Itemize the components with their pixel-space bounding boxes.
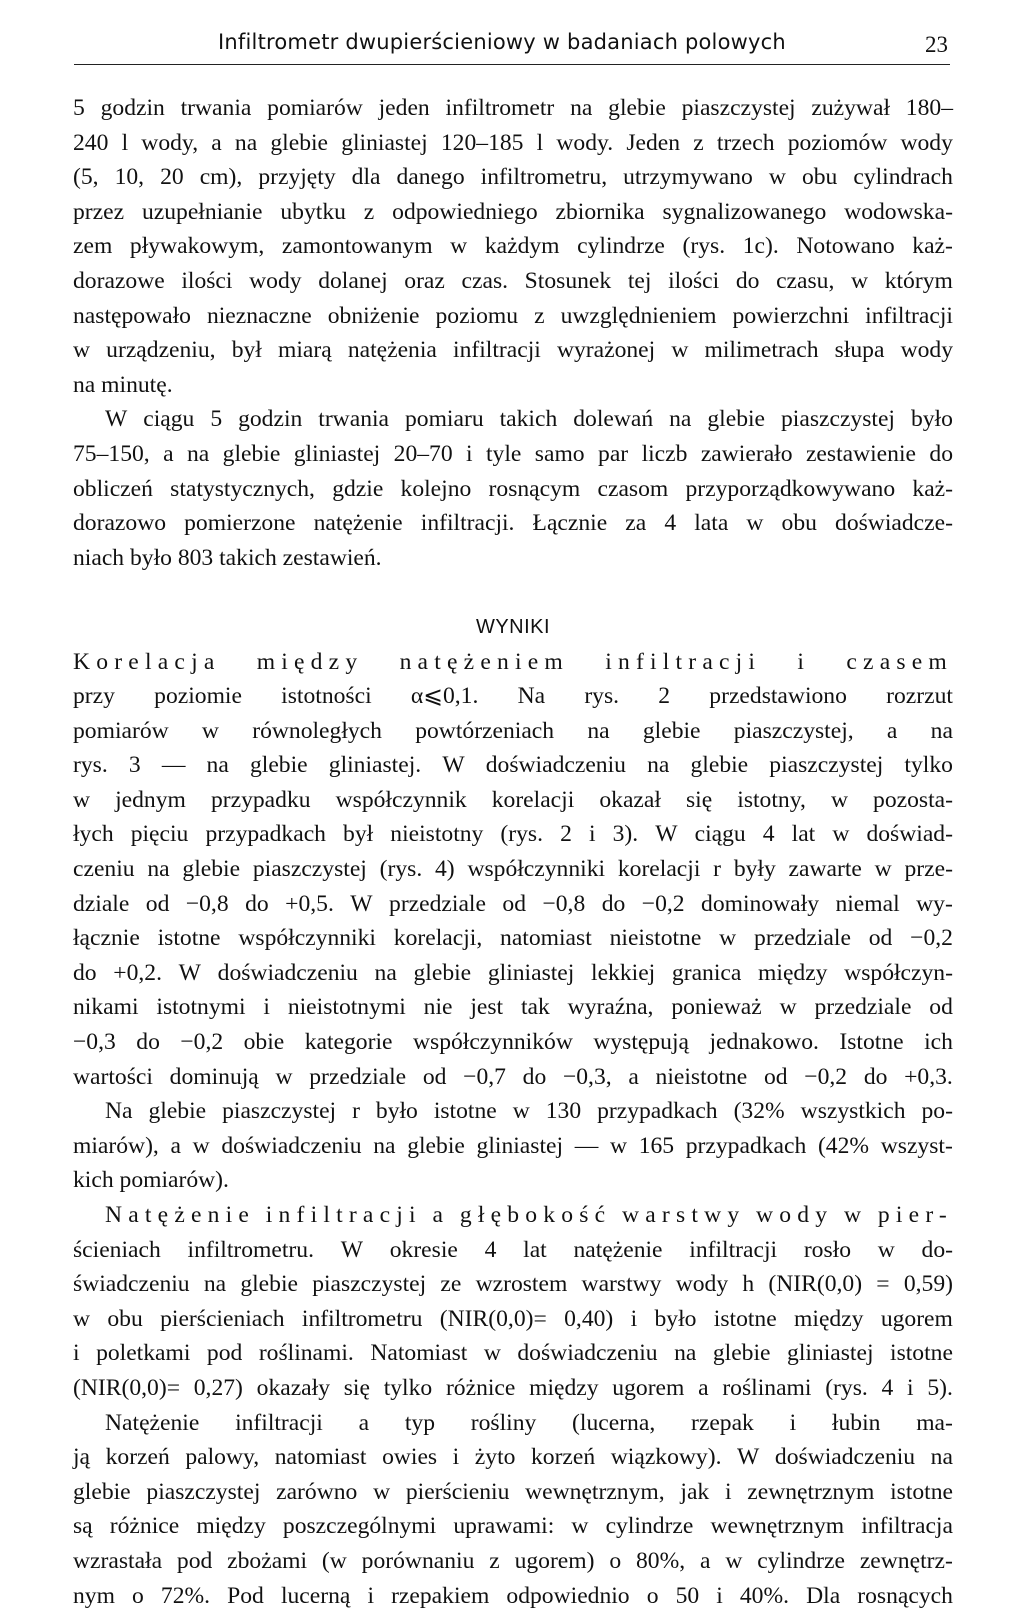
text-line: w obu pierścieniach infiltrometru (NIR(0,0)= 0,40) i było istotne między ugorem [73,1305,953,1332]
section-heading: WYNIKI [475,615,551,638]
text-line: czeniu na glebie piaszczystej (rys. 4) współczynniki korelacji r były zawarte w prze- [73,856,953,883]
text-line: Natężenie infiltracji a typ rośliny (lucerna, rzepak i łubin ma- [105,1409,953,1436]
text-line: kich pomiarów). [73,1167,229,1194]
text-line: ją korzeń palowy, natomiast owies i żyto korzeń wiązkowy). W doświadczeniu na [73,1444,953,1471]
blank-line [73,575,953,610]
text-line: wartości dominują w przedziale od −0,7 do −0,3, a nieistotne od −0,2 do +0,3. [73,1063,953,1090]
text-line: przy poziomie istotności α⩽0,1. Na rys. 2 przedstawiono rozrzut [73,683,953,710]
text-line: i poletkami pod roślinami. Natomiast w doświadczeniu na glebie gliniastej istotne [73,1340,953,1367]
text-line: dorazowo pomierzone natężenie infiltracji. Łącznie za 4 lata w obu doświadcze- [73,510,953,537]
text-line: na minutę. [73,371,173,398]
text-line: do +0,2. W doświadczeniu na glebie gliniastej lekkiej granica między współczyn- [73,959,953,986]
page-header [74,30,950,60]
body-text [73,91,953,1613]
text-line: następowało nieznaczne obniżenie poziomu z uwzględnieniem powierzchni infiltracji [73,302,953,329]
text-line: miarów), a w doświadczeniu na glebie gliniastej — w 165 przypadkach (42% wszyst- [73,1132,953,1159]
text-line: łych pięciu przypadkach był nieistotny (rys. 2 i 3). W ciągu 4 lat w doświad- [73,821,953,848]
text-line: dziale od −0,8 do +0,5. W przedziale od −0,8 do −0,2 dominowały niemal wy- [73,890,953,917]
text-line: (5, 10, 20 cm), przyjęty dla danego infiltrometru, utrzymywano w obu cylindrach [73,164,953,191]
running-title: Infiltrometr dwupierścieniowy w badaniach polowych [218,30,786,54]
page-number: 23 [925,32,948,57]
text-line: w jednym przypadku współczynnik korelacji okazał się istotny, w pozosta- [73,786,953,813]
text-line: nym o 72%. Pod lucerną i rzepakiem odpowiednio o 50 i 40%. Dla rosnących [73,1582,953,1609]
text-line: pomiarów w równoległych powtórzeniach na glebie piaszczystej, a na [73,717,953,744]
text-line: (NIR(0,0)= 0,27) okazały się tylko różnice między ugorem a roślinami (rys. 4 i 5). [73,1374,953,1401]
text-line: dorazowe ilości wody dolanej oraz czas. Stosunek tej ilości do czasu, w którym [73,267,953,294]
text-line: zem pływakowym, zamontowanym w każdym cylindrze (rys. 1c). Notowano każ- [73,233,953,260]
text-line: Natężenie infiltracji a głębokość warstwy wody w pier- [105,1202,953,1228]
text-line: nikami istotnymi i nieistotnymi nie jest tak wyraźna, ponieważ w przedziale od [73,994,953,1021]
text-line: rys. 3 — na glebie gliniastej. W doświadczeniu na glebie piaszczystej tylko [73,752,953,779]
text-line: 240 l wody, a na glebie gliniastej 120–185 l wody. Jeden z trzech poziomów wody [73,129,953,156]
text-line: obliczeń statystycznych, gdzie kolejno rosnącym czasom przyporządkowywano każ- [73,475,953,502]
text-line: niach było 803 takich zestawień. [73,544,382,571]
text-line: glebie piaszczystej zarówno w pierścieniu wewnętrznym, jak i zewnętrznym istotne [73,1478,953,1505]
text-line: Na glebie piaszczystej r było istotne w 130 przypadkach (32% wszystkich po- [105,1098,953,1125]
text-line: W ciągu 5 godzin trwania pomiaru takich dolewań na glebie piaszczystej było [105,406,953,433]
text-line: przez uzupełnianie ubytku z odpowiedniego zbiornika sygnalizowanego wodowska- [73,198,953,225]
text-line: w urządzeniu, był miarą natężenia infiltracji wyrażonej w milimetrach słupa wody [73,337,953,364]
text-line: −0,3 do −0,2 obie kategorie współczynników występują jednakowo. Istotne ich [73,1029,953,1056]
text-line: Korelacja między natężeniem infiltracji i czasem [73,648,953,675]
text-line: są różnice między poszczególnymi uprawami: w cylindrze wewnętrznym infiltracja [73,1513,953,1540]
text-line: wzrastała pod zbożami (w porównaniu z ugorem) o 80%, a w cylindrze zewnętrz- [73,1547,953,1574]
text-line: świadczeniu na glebie piaszczystej ze wzrostem warstwy wody h (NIR(0,0) = 0,59) [73,1271,953,1298]
text-line: 75–150, a na glebie gliniastej 20–70 i tyle samo par liczb zawierało zestawienie do [73,440,953,467]
header-rule [74,64,950,65]
text-line: 5 godzin trwania pomiarów jeden infiltrometr na glebie piaszczystej zużywał 180– [73,95,953,121]
text-line: ścieniach infiltrometru. W okresie 4 lat natężenie infiltracji rosło w do- [73,1236,953,1263]
text-line: łącznie istotne współczynniki korelacji, natomiast nieistotne w przedziale od −0,2 [73,925,953,952]
